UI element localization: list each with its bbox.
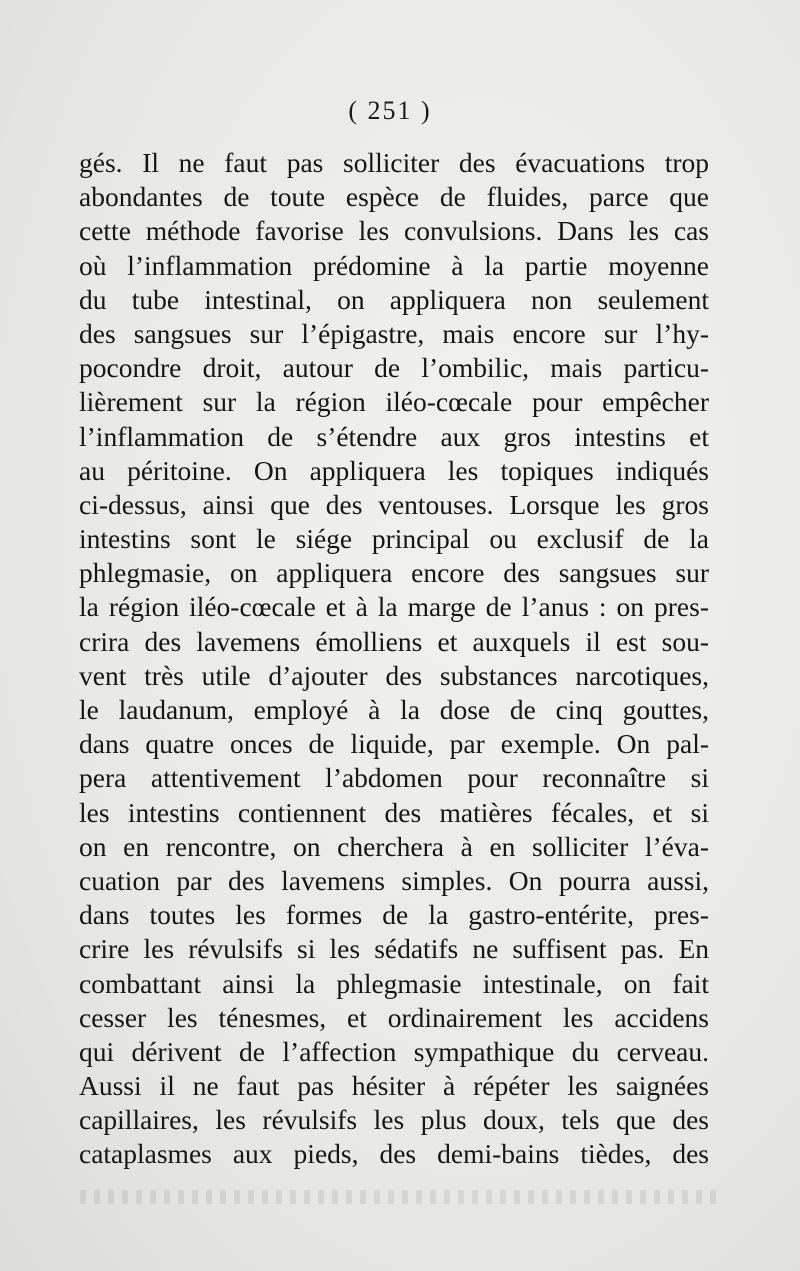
text-line: cataplasmes aux pieds, des demi-bains tièdes, des bbox=[79, 1138, 709, 1170]
show-through-texture bbox=[80, 1190, 720, 1204]
text-line: ci-dessus, ainsi que des ventouses. Lorsque les gros bbox=[79, 488, 709, 520]
text-line: cuation par des lavemens simples. On pourra aussi, bbox=[79, 864, 709, 896]
text-line: crire les révulsifs si les sédatifs ne suffisent pas. En bbox=[79, 933, 709, 965]
text-line: capillaires, les révulsifs les plus doux, tels que des bbox=[79, 1104, 709, 1136]
text-line: l’inflammation de s’étendre aux gros intestins et bbox=[79, 420, 709, 452]
page-number: ( 251 ) bbox=[348, 96, 432, 125]
text-line: le laudanum, employé à la dose de cinq gouttes, bbox=[79, 694, 709, 725]
text-line: au péritoine. On appliquera les topiques indiqués bbox=[79, 454, 709, 486]
body-text bbox=[79, 146, 709, 1172]
text-line: gés. Il ne faut pas solliciter des évacuations trop bbox=[79, 147, 709, 178]
text-line: dans toutes les formes de la gastro-entérite, pres- bbox=[79, 899, 709, 931]
text-line: on en rencontre, on cherchera à en solliciter l’éva- bbox=[79, 830, 709, 862]
text-line: la région iléo-cœcale et à la marge de l’anus : on pres- bbox=[79, 591, 709, 623]
text-line: cesser les ténesmes, et ordinairement les accidens bbox=[79, 1001, 709, 1033]
text-line: Aussi il ne faut pas hésiter à répéter les saignées bbox=[79, 1070, 709, 1102]
text-line: phlegmasie, on appliquera encore des sangsues sur bbox=[79, 557, 709, 589]
text-line: des sangsues sur l’épigastre, mais encore sur l’hy- bbox=[79, 317, 709, 349]
text-line: qui dérivent de l’affection sympathique du cerveau. bbox=[79, 1035, 709, 1067]
text-line: pera attentivement l’abdomen pour reconnaître si bbox=[79, 762, 709, 794]
text-line: crira des lavemens émolliens et auxquels il est sou- bbox=[79, 625, 709, 657]
text-line: les intestins contiennent des matières fécales, et si bbox=[79, 796, 709, 828]
text-line: vent très utile d’ajouter des substances narcotiques, bbox=[79, 659, 709, 691]
text-line: intestins sont le siége principal ou exclusif de la bbox=[79, 523, 709, 555]
text-line: dans quatre onces de liquide, par exemple. On pal- bbox=[79, 728, 709, 760]
text-line: du tube intestinal, on appliquera non seulement bbox=[79, 283, 709, 315]
text-line: cette méthode favorise les convulsions. Dans les cas bbox=[79, 215, 709, 247]
text-line: où l’inflammation prédomine à la partie moyenne bbox=[79, 249, 709, 281]
text-line: lièrement sur la région iléo-cœcale pour empêcher bbox=[79, 386, 709, 418]
text-line: abondantes de toute espèce de fluides, parce que bbox=[79, 181, 709, 213]
text-line: pocondre droit, autour de l’ombilic, mais particu- bbox=[79, 352, 709, 384]
text-line: combattant ainsi la phlegmasie intestinale, on fait bbox=[79, 967, 709, 999]
